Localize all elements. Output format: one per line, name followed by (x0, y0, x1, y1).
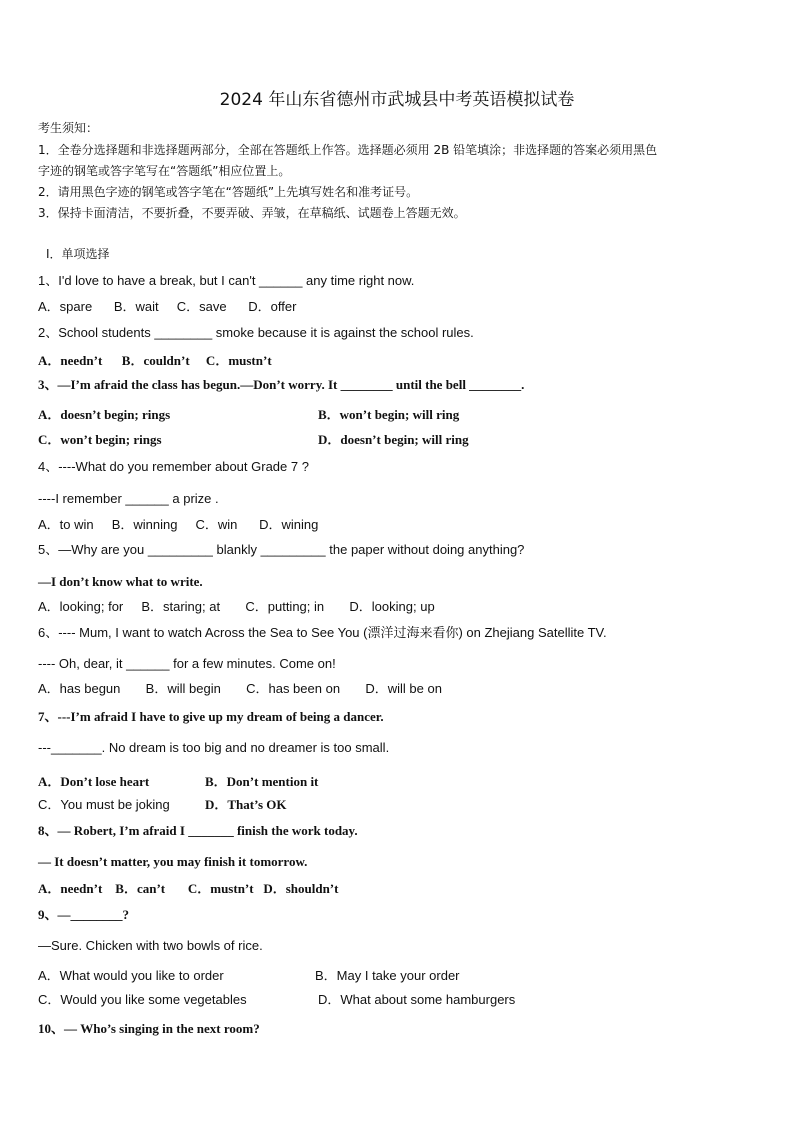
question-7-option-a: A．Don’t lose heart (38, 774, 150, 789)
question-3-option-b: B．won’t begin; will ring (318, 407, 460, 422)
question-5-stem: 5、—Why are you _________ blankly _________ the paper without doing anything? (38, 542, 525, 557)
question-6-options: A．has begun B．will begin C．has been on D．will be on (38, 681, 442, 696)
question-3-option-d: D．doesn’t begin; will ring (318, 432, 469, 447)
question-5-line-2: —I don’t know what to write. (38, 574, 203, 589)
question-3-option-a: A．doesn’t begin; rings (38, 407, 171, 422)
section-heading: Ⅰ．单项选择 (46, 247, 110, 261)
question-9-option-b: B．May I take your order (315, 968, 460, 983)
question-3-option-c: C．won’t begin; rings (38, 432, 162, 447)
question-6-stem: 6、---- Mum, I want to watch Across the Sea to See You (漂洋过海来看你) on Zhejiang Satellite TV. (38, 625, 607, 640)
question-7-option-c: C．You must be joking (38, 797, 170, 812)
question-9-option-c: C．Would you like some vegetables (38, 992, 247, 1007)
question-10-stem: 10、— Who’s singing in the next room? (38, 1021, 260, 1036)
question-8-stem: 8、— Robert, I’m afraid I _______ finish the work today. (38, 823, 358, 838)
question-8-options: A．needn’t B．can’t C．mustn’t D．shouldn’t (38, 881, 339, 896)
question-2-options: A．needn’t B．couldn’t C．mustn’t (38, 353, 272, 368)
question-1-options: A．spare B．wait C．save D．offer (38, 299, 297, 314)
notice-heading: 考生须知： (38, 121, 99, 135)
question-4-stem: 4、----What do you remember about Grade 7 ? (38, 459, 309, 474)
question-5-options: A．looking; for B．staring; at C．putting; in D．looking; up (38, 599, 435, 614)
notice-line-2: 2．请用黑色字迹的钢笔或答字笔在“答题纸”上先填写姓名和准考证号。 (38, 185, 419, 199)
question-8-line-2: — It doesn’t matter, you may finish it tomorrow. (38, 854, 308, 869)
question-9-option-a: A．What would you like to order (38, 968, 224, 983)
question-3-stem: 3、—I’m afraid the class has begun.—Don’t worry. It ________ until the bell ________. (38, 377, 525, 392)
question-2-stem: 2、School students ________ smoke because it is against the school rules. (38, 325, 474, 340)
question-4-options: A．to win B．winning C．win D．wining (38, 517, 319, 532)
question-4-line-2: ----I remember ______ a prize . (38, 491, 219, 506)
question-6-line-2: ---- Oh, dear, it ______ for a few minutes. Come on! (38, 656, 336, 671)
notice-line-1b: 字迹的钢笔或答字笔写在“答题纸”相应位置上。 (38, 164, 291, 178)
page-title: 2024 年山东省德州市武城县中考英语模拟试卷 (219, 90, 575, 110)
question-9-stem: 9、—________? (38, 907, 130, 922)
question-9-option-d: D．What about some hamburgers (318, 992, 516, 1007)
question-7-option-b: B．Don’t mention it (205, 774, 319, 789)
question-7-stem: 7、---I’m afraid I have to give up my dream of being a dancer. (38, 709, 384, 724)
notice-line-1a: 1．全卷分选择题和非选择题两部分，全部在答题纸上作答。选择题必须用 2B 铅笔填涂；非选择题的答案必须用黑色 (38, 143, 658, 157)
question-7-option-d: D．That’s OK (205, 797, 287, 812)
question-9-line-2: —Sure. Chicken with two bowls of rice. (38, 938, 263, 953)
question-1-stem: 1、I'd love to have a break, but I can't ______ any time right now. (38, 273, 415, 288)
notice-line-3: 3．保持卡面清洁，不要折叠，不要弄破、弄皱，在草稿纸、试题卷上答题无效。 (38, 206, 466, 220)
question-7-line-2: ---_______. No dream is too big and no dreamer is too small. (38, 740, 390, 755)
